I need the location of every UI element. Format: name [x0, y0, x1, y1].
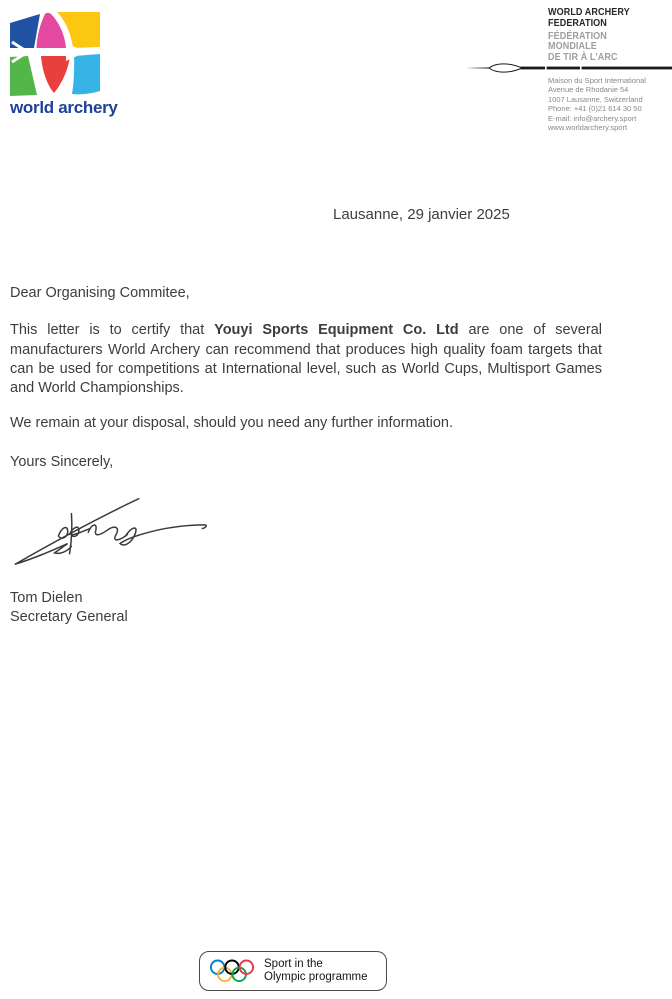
- signer-name: Tom Dielen: [10, 590, 83, 607]
- signature-image: [6, 487, 221, 572]
- certification-paragraph: [10, 321, 602, 398]
- org-name-fr-line1: FÉDÉRATION: [548, 29, 607, 42]
- dateline: Lausanne, 29 janvier 2025: [333, 206, 510, 223]
- address-line-email: E-mail: info@archery.sport: [548, 113, 637, 123]
- letter-body: [10, 284, 602, 627]
- olympic-rings-icon: [209, 958, 255, 985]
- para1-before-bold: This letter is to certify that: [10, 322, 215, 339]
- world-archery-logo: [10, 12, 140, 118]
- org-name-fr-line2: MONDIALE: [548, 40, 597, 53]
- org-name-fr-line3: DE TIR À L'ARC: [548, 51, 618, 64]
- address-line-2: Avenue de Rhodanie 54: [548, 85, 629, 95]
- badge-text: [264, 958, 368, 984]
- org-name-en-line2: FEDERATION: [548, 16, 607, 29]
- address-block: [548, 76, 672, 132]
- address-line-website: www.worldarchery.sport: [548, 123, 628, 133]
- badge-line-1: Sport in the: [264, 958, 323, 970]
- company-name: Youyi Sports Equipment Co. Ltd: [214, 322, 459, 339]
- address-line-3: 1007 Lausanne, Switzerland: [548, 94, 643, 104]
- arrow-icon: [462, 60, 672, 76]
- olympic-programme-badge: [199, 951, 387, 991]
- para1-after-bold: are one of several manufacturers World Archery can recommend that produces high quality foam targets that can be used for competitions at International level, such as World Cups, Multisport Games and World Championships.: [10, 322, 602, 397]
- world-archery-logo-icon: [10, 12, 100, 96]
- address-line-phone: Phone: +41 (0)21 614 30 50: [548, 104, 642, 114]
- signer-title: Secretary General: [10, 609, 128, 626]
- disposal-paragraph: We remain at your disposal, should you need any further information.: [10, 415, 454, 432]
- federation-name-block: [548, 7, 672, 63]
- closing: Yours Sincerely,: [10, 453, 114, 470]
- wordmark-text: world archery: [10, 98, 118, 117]
- org-name-en-line1: WORLD ARCHERY: [548, 6, 630, 18]
- badge-line-2: Olympic programme: [264, 971, 368, 983]
- address-line-1: Maison du Sport International: [548, 76, 646, 85]
- salutation: Dear Organising Commitee,: [10, 285, 190, 301]
